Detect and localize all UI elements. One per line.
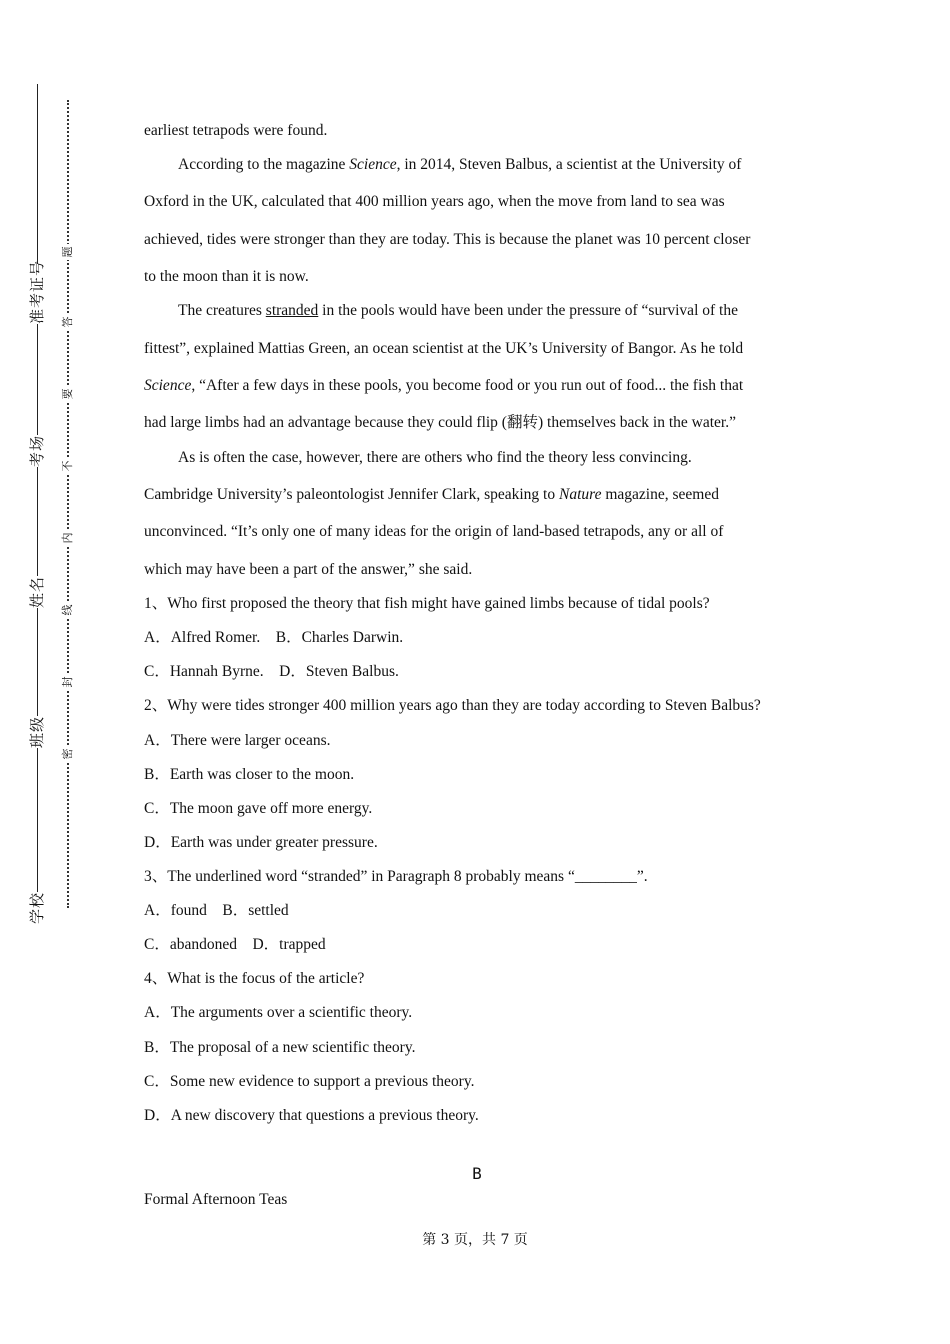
binding-dotted-line (67, 100, 69, 908)
section-title: Formal Afternoon Teas (144, 1191, 288, 1208)
question-options: C．abandoned D．trapped (144, 936, 326, 953)
text-run: , “After a few days in these pools, you become food or you run out of food... the fish that (191, 377, 744, 394)
school-label: 学校 (28, 891, 46, 924)
passage-line: earliest tetrapods were found. (144, 122, 328, 139)
seal-char: 要 (60, 386, 76, 402)
question-options: A．found B．settled (144, 902, 289, 919)
seal-char: 题 (60, 244, 76, 260)
passage-line (178, 155, 741, 175)
question-options: A．Alfred Romer. B．Charles Darwin. (144, 629, 404, 646)
italic-title: Science (144, 377, 192, 394)
text-run: According to the magazine (178, 156, 350, 173)
passage-line: which may have been a part of the answer,” she said. (144, 561, 473, 578)
text-run: Cambridge University’s paleontologist Jennifer Clark, speaking to (144, 486, 559, 503)
seal-char: 线 (60, 602, 76, 618)
text-run: , in 2014, Steven Balbus, a scientist at the University of (396, 156, 742, 173)
underlined-word: stranded (265, 302, 319, 319)
passage-line: unconvinced. “It’s only one of many ideas for the origin of land-based tetrapods, any or all of (144, 523, 724, 540)
italic-title: Science (349, 156, 397, 173)
seal-char: 答 (60, 314, 76, 330)
question-options: C．Hannah Byrne. D．Steven Balbus. (144, 663, 399, 680)
text-run: magazine, seemed (601, 486, 719, 503)
seal-char: 封 (60, 674, 76, 690)
page-number: 第 3 页，共 7 页 (422, 1232, 528, 1248)
text-run: in the pools would have been under the pressure of “survival of the (318, 302, 738, 319)
passage-line: fittest”, explained Mattias Green, an ocean scientist at the UK’s University of Bangor. As he told (144, 340, 744, 357)
question-stem: 3、The underlined word “stranded” in Paragraph 8 probably means “________”. (144, 868, 648, 885)
passage-line: to the moon than it is now. (144, 268, 309, 285)
question-stem: 1、Who first proposed the theory that fish might have gained limbs because of tidal pools? (144, 595, 710, 612)
question-option: D．A new discovery that questions a previous theory. (144, 1107, 479, 1124)
text-run: The creatures (178, 302, 266, 319)
passage-line: achieved, tides were stronger than they are today. This is because the planet was 10 percent closer (144, 231, 751, 248)
exam-room-label: 考场 (28, 434, 46, 467)
question-option: B．Earth was closer to the moon. (144, 766, 355, 783)
question-option: A．There were larger oceans. (144, 732, 331, 749)
question-stem: 4、What is the focus of the article? (144, 970, 365, 987)
question-option: A．The arguments over a scientific theory. (144, 1004, 413, 1021)
italic-title: Nature (558, 486, 602, 503)
question-option: D．Earth was under greater pressure. (144, 834, 378, 851)
seal-char: 不 (60, 458, 76, 474)
passage-line (178, 301, 738, 321)
class-label: 班级 (28, 715, 46, 748)
seal-char: 密 (60, 746, 76, 762)
passage-line (144, 485, 719, 505)
exam-number-label: 准考证号 (28, 259, 46, 324)
passage-line: had large limbs had an advantage because they could flip (翻转) themselves back in the water.” (144, 414, 736, 431)
seal-char: 内 (60, 530, 76, 546)
question-stem: 2、Why were tides stronger 400 million years ago than they are today according to Steven Balbus? (144, 697, 761, 714)
name-label: 姓名 (28, 575, 46, 608)
binding-solid-line (37, 84, 38, 924)
passage-line: Oxford in the UK, calculated that 400 million years ago, when the move from land to sea was (144, 193, 725, 210)
question-option: C．The moon gave off more energy. (144, 800, 373, 817)
passage-line (144, 376, 743, 396)
question-option: B．The proposal of a new scientific theory. (144, 1039, 416, 1056)
question-option: C．Some new evidence to support a previous theory. (144, 1073, 475, 1090)
section-heading: B (472, 1164, 482, 1183)
passage-line: As is often the case, however, there are others who find the theory less convincing. (178, 449, 692, 466)
